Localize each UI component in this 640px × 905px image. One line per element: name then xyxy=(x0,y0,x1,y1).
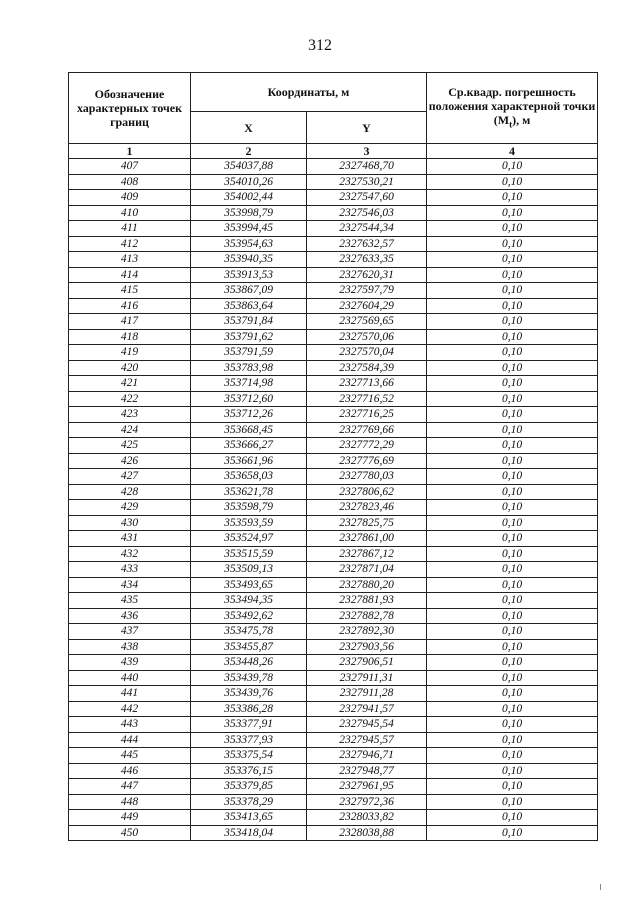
table-row xyxy=(69,593,598,609)
table-row xyxy=(69,407,598,423)
column-number: 2 xyxy=(191,144,307,159)
table-row xyxy=(69,515,598,531)
error-cell: 0,10 xyxy=(427,438,598,454)
error-cell: 0,10 xyxy=(427,283,598,299)
y-coordinate-cell: 2327911,31 xyxy=(307,670,427,686)
point-number-cell: 420 xyxy=(69,360,191,376)
table-row xyxy=(69,748,598,764)
error-cell: 0,10 xyxy=(427,329,598,345)
error-cell: 0,10 xyxy=(427,763,598,779)
x-coordinate-cell: 353377,93 xyxy=(191,732,307,748)
error-cell: 0,10 xyxy=(427,221,598,237)
error-cell: 0,10 xyxy=(427,546,598,562)
table-row xyxy=(69,236,598,252)
point-number-cell: 434 xyxy=(69,577,191,593)
column-number-row xyxy=(69,144,598,159)
table-row xyxy=(69,314,598,330)
table-row xyxy=(69,562,598,578)
table-row xyxy=(69,391,598,407)
x-coordinate-cell: 353940,35 xyxy=(191,252,307,268)
x-coordinate-cell: 354037,88 xyxy=(191,159,307,175)
table-row xyxy=(69,376,598,392)
point-number-cell: 425 xyxy=(69,438,191,454)
y-coordinate-cell: 2327547,60 xyxy=(307,190,427,206)
error-cell: 0,10 xyxy=(427,298,598,314)
point-number-cell: 418 xyxy=(69,329,191,345)
y-coordinate-cell: 2327620,31 xyxy=(307,267,427,283)
error-cell: 0,10 xyxy=(427,531,598,547)
x-coordinate-cell: 353621,78 xyxy=(191,484,307,500)
error-cell: 0,10 xyxy=(427,453,598,469)
table-row xyxy=(69,252,598,268)
x-coordinate-cell: 353386,28 xyxy=(191,701,307,717)
x-coordinate-cell: 353712,26 xyxy=(191,407,307,423)
y-coordinate-cell: 2327946,71 xyxy=(307,748,427,764)
error-cell: 0,10 xyxy=(427,205,598,221)
y-coordinate-cell: 2327604,29 xyxy=(307,298,427,314)
y-coordinate-cell: 2327881,93 xyxy=(307,593,427,609)
x-coordinate-cell: 353379,85 xyxy=(191,779,307,795)
error-cell: 0,10 xyxy=(427,376,598,392)
point-number-cell: 446 xyxy=(69,763,191,779)
error-cell: 0,10 xyxy=(427,314,598,330)
table-row xyxy=(69,438,598,454)
table-row xyxy=(69,267,598,283)
table-row xyxy=(69,686,598,702)
error-cell: 0,10 xyxy=(427,236,598,252)
y-coordinate-cell: 2327911,28 xyxy=(307,686,427,702)
error-cell: 0,10 xyxy=(427,639,598,655)
y-coordinate-cell: 2327772,29 xyxy=(307,438,427,454)
point-number-cell: 438 xyxy=(69,639,191,655)
y-coordinate-cell: 2327530,21 xyxy=(307,174,427,190)
table-row xyxy=(69,701,598,717)
point-number-cell: 417 xyxy=(69,314,191,330)
table-row xyxy=(69,422,598,438)
x-coordinate-cell: 353378,29 xyxy=(191,794,307,810)
error-cell: 0,10 xyxy=(427,779,598,795)
header-designation: Обозначение характерных точек границ xyxy=(69,73,191,144)
point-number-cell: 409 xyxy=(69,190,191,206)
y-coordinate-cell: 2327871,04 xyxy=(307,562,427,578)
point-number-cell: 432 xyxy=(69,546,191,562)
header-error xyxy=(427,73,598,144)
point-number-cell: 408 xyxy=(69,174,191,190)
error-cell: 0,10 xyxy=(427,810,598,826)
table-row xyxy=(69,794,598,810)
x-coordinate-cell: 353994,45 xyxy=(191,221,307,237)
point-number-cell: 424 xyxy=(69,422,191,438)
x-coordinate-cell: 353783,98 xyxy=(191,360,307,376)
y-coordinate-cell: 2327972,36 xyxy=(307,794,427,810)
x-coordinate-cell: 353867,09 xyxy=(191,283,307,299)
error-cell: 0,10 xyxy=(427,360,598,376)
point-number-cell: 433 xyxy=(69,562,191,578)
point-number-cell: 410 xyxy=(69,205,191,221)
x-coordinate-cell: 353418,04 xyxy=(191,825,307,841)
y-coordinate-cell: 2327880,20 xyxy=(307,577,427,593)
table-row xyxy=(69,717,598,733)
x-coordinate-cell: 353661,96 xyxy=(191,453,307,469)
header-coordinates: Координаты, м xyxy=(191,73,427,112)
y-coordinate-cell: 2327945,54 xyxy=(307,717,427,733)
table-row xyxy=(69,159,598,175)
x-coordinate-cell: 353448,26 xyxy=(191,655,307,671)
y-coordinate-cell: 2328033,82 xyxy=(307,810,427,826)
y-coordinate-cell: 2327584,39 xyxy=(307,360,427,376)
y-coordinate-cell: 2327716,52 xyxy=(307,391,427,407)
table-row xyxy=(69,221,598,237)
x-coordinate-cell: 353668,45 xyxy=(191,422,307,438)
error-cell: 0,10 xyxy=(427,190,598,206)
error-cell: 0,10 xyxy=(427,608,598,624)
y-coordinate-cell: 2327825,75 xyxy=(307,515,427,531)
point-number-cell: 435 xyxy=(69,593,191,609)
error-cell: 0,10 xyxy=(427,717,598,733)
point-number-cell: 422 xyxy=(69,391,191,407)
point-number-cell: 445 xyxy=(69,748,191,764)
header-y: Y xyxy=(307,112,427,144)
error-cell: 0,10 xyxy=(427,732,598,748)
point-number-cell: 437 xyxy=(69,624,191,640)
column-number: 3 xyxy=(307,144,427,159)
x-coordinate-cell: 353666,27 xyxy=(191,438,307,454)
table-row xyxy=(69,298,598,314)
y-coordinate-cell: 2327597,79 xyxy=(307,283,427,299)
error-cell: 0,10 xyxy=(427,577,598,593)
x-coordinate-cell: 353492,62 xyxy=(191,608,307,624)
table-row xyxy=(69,810,598,826)
point-number-cell: 436 xyxy=(69,608,191,624)
table-body xyxy=(69,159,598,841)
point-number-cell: 411 xyxy=(69,221,191,237)
table-row xyxy=(69,190,598,206)
point-number-cell: 414 xyxy=(69,267,191,283)
x-coordinate-cell: 353954,63 xyxy=(191,236,307,252)
y-coordinate-cell: 2327861,00 xyxy=(307,531,427,547)
y-coordinate-cell: 2327892,30 xyxy=(307,624,427,640)
point-number-cell: 421 xyxy=(69,376,191,392)
x-coordinate-cell: 353913,53 xyxy=(191,267,307,283)
x-coordinate-cell: 354010,26 xyxy=(191,174,307,190)
y-coordinate-cell: 2327823,46 xyxy=(307,500,427,516)
point-number-cell: 441 xyxy=(69,686,191,702)
y-coordinate-cell: 2327713,66 xyxy=(307,376,427,392)
y-coordinate-cell: 2327569,65 xyxy=(307,314,427,330)
point-number-cell: 431 xyxy=(69,531,191,547)
error-cell: 0,10 xyxy=(427,391,598,407)
y-coordinate-cell: 2327633,35 xyxy=(307,252,427,268)
table-row xyxy=(69,283,598,299)
y-coordinate-cell: 2327716,25 xyxy=(307,407,427,423)
x-coordinate-cell: 353439,76 xyxy=(191,686,307,702)
point-number-cell: 407 xyxy=(69,159,191,175)
table-row xyxy=(69,779,598,795)
x-coordinate-cell: 353377,91 xyxy=(191,717,307,733)
y-coordinate-cell: 2327544,34 xyxy=(307,221,427,237)
error-cell: 0,10 xyxy=(427,500,598,516)
y-coordinate-cell: 2327961,95 xyxy=(307,779,427,795)
y-coordinate-cell: 2327570,06 xyxy=(307,329,427,345)
table-row xyxy=(69,360,598,376)
x-coordinate-cell: 353791,84 xyxy=(191,314,307,330)
table-row xyxy=(69,345,598,361)
table-row xyxy=(69,655,598,671)
x-coordinate-cell: 353475,78 xyxy=(191,624,307,640)
error-cell: 0,10 xyxy=(427,794,598,810)
column-number: 4 xyxy=(427,144,598,159)
point-number-cell: 413 xyxy=(69,252,191,268)
error-cell: 0,10 xyxy=(427,748,598,764)
point-number-cell: 443 xyxy=(69,717,191,733)
error-cell: 0,10 xyxy=(427,686,598,702)
x-coordinate-cell: 353494,35 xyxy=(191,593,307,609)
table-row xyxy=(69,670,598,686)
table-row xyxy=(69,732,598,748)
error-cell: 0,10 xyxy=(427,469,598,485)
error-cell: 0,10 xyxy=(427,407,598,423)
error-cell: 0,10 xyxy=(427,655,598,671)
error-cell: 0,10 xyxy=(427,345,598,361)
y-coordinate-cell: 2327468,70 xyxy=(307,159,427,175)
error-cell: 0,10 xyxy=(427,422,598,438)
point-number-cell: 419 xyxy=(69,345,191,361)
point-number-cell: 440 xyxy=(69,670,191,686)
table-row xyxy=(69,531,598,547)
x-coordinate-cell: 353863,64 xyxy=(191,298,307,314)
x-coordinate-cell: 353493,65 xyxy=(191,577,307,593)
x-coordinate-cell: 353791,62 xyxy=(191,329,307,345)
point-number-cell: 412 xyxy=(69,236,191,252)
error-cell: 0,10 xyxy=(427,562,598,578)
x-coordinate-cell: 353593,59 xyxy=(191,515,307,531)
table-row xyxy=(69,763,598,779)
error-cell: 0,10 xyxy=(427,825,598,841)
x-coordinate-cell: 353714,98 xyxy=(191,376,307,392)
table-row xyxy=(69,546,598,562)
x-coordinate-cell: 353791,59 xyxy=(191,345,307,361)
scan-mark xyxy=(600,884,601,890)
point-number-cell: 429 xyxy=(69,500,191,516)
x-coordinate-cell: 353439,78 xyxy=(191,670,307,686)
error-cell: 0,10 xyxy=(427,624,598,640)
y-coordinate-cell: 2327780,03 xyxy=(307,469,427,485)
y-coordinate-cell: 2328038,88 xyxy=(307,825,427,841)
y-coordinate-cell: 2327776,69 xyxy=(307,453,427,469)
y-coordinate-cell: 2327867,12 xyxy=(307,546,427,562)
table-row xyxy=(69,639,598,655)
point-number-cell: 450 xyxy=(69,825,191,841)
point-number-cell: 444 xyxy=(69,732,191,748)
x-coordinate-cell: 353998,79 xyxy=(191,205,307,221)
table-row xyxy=(69,205,598,221)
table-row xyxy=(69,453,598,469)
point-number-cell: 442 xyxy=(69,701,191,717)
error-cell: 0,10 xyxy=(427,701,598,717)
point-number-cell: 439 xyxy=(69,655,191,671)
error-cell: 0,10 xyxy=(427,515,598,531)
point-number-cell: 448 xyxy=(69,794,191,810)
table-row xyxy=(69,484,598,500)
x-coordinate-cell: 353376,15 xyxy=(191,763,307,779)
table-row xyxy=(69,624,598,640)
header-x: X xyxy=(191,112,307,144)
x-coordinate-cell: 353455,87 xyxy=(191,639,307,655)
point-number-cell: 427 xyxy=(69,469,191,485)
y-coordinate-cell: 2327945,57 xyxy=(307,732,427,748)
y-coordinate-cell: 2327546,03 xyxy=(307,205,427,221)
point-number-cell: 415 xyxy=(69,283,191,299)
y-coordinate-cell: 2327632,57 xyxy=(307,236,427,252)
x-coordinate-cell: 353509,13 xyxy=(191,562,307,578)
error-cell: 0,10 xyxy=(427,159,598,175)
y-coordinate-cell: 2327570,04 xyxy=(307,345,427,361)
y-coordinate-cell: 2327769,66 xyxy=(307,422,427,438)
error-cell: 0,10 xyxy=(427,593,598,609)
table-row xyxy=(69,500,598,516)
x-coordinate-cell: 353524,97 xyxy=(191,531,307,547)
y-coordinate-cell: 2327806,62 xyxy=(307,484,427,500)
x-coordinate-cell: 353598,79 xyxy=(191,500,307,516)
table-row xyxy=(69,577,598,593)
y-coordinate-cell: 2327941,57 xyxy=(307,701,427,717)
header-error-label: Ср.квадр. погрешность положения характерной точки $(M_t)$, м xyxy=(428,84,596,130)
x-coordinate-cell: 353658,03 xyxy=(191,469,307,485)
point-number-cell: 430 xyxy=(69,515,191,531)
x-coordinate-cell: 353375,54 xyxy=(191,748,307,764)
page-number: 312 xyxy=(308,37,332,54)
point-number-cell: 447 xyxy=(69,779,191,795)
table-row xyxy=(69,469,598,485)
error-cell: 0,10 xyxy=(427,174,598,190)
table-row xyxy=(69,174,598,190)
point-number-cell: 416 xyxy=(69,298,191,314)
point-number-cell: 426 xyxy=(69,453,191,469)
point-number-cell: 428 xyxy=(69,484,191,500)
error-cell: 0,10 xyxy=(427,267,598,283)
error-cell: 0,10 xyxy=(427,252,598,268)
table-row xyxy=(69,608,598,624)
point-number-cell: 423 xyxy=(69,407,191,423)
table-row xyxy=(69,825,598,841)
error-cell: 0,10 xyxy=(427,670,598,686)
x-coordinate-cell: 353413,65 xyxy=(191,810,307,826)
x-coordinate-cell: 353712,60 xyxy=(191,391,307,407)
y-coordinate-cell: 2327882,78 xyxy=(307,608,427,624)
column-number: 1 xyxy=(69,144,191,159)
x-coordinate-cell: 354002,44 xyxy=(191,190,307,206)
coordinates-table xyxy=(68,72,598,841)
y-coordinate-cell: 2327903,56 xyxy=(307,639,427,655)
y-coordinate-cell: 2327948,77 xyxy=(307,763,427,779)
table-row xyxy=(69,329,598,345)
y-coordinate-cell: 2327906,51 xyxy=(307,655,427,671)
error-cell: 0,10 xyxy=(427,484,598,500)
point-number-cell: 449 xyxy=(69,810,191,826)
x-coordinate-cell: 353515,59 xyxy=(191,546,307,562)
